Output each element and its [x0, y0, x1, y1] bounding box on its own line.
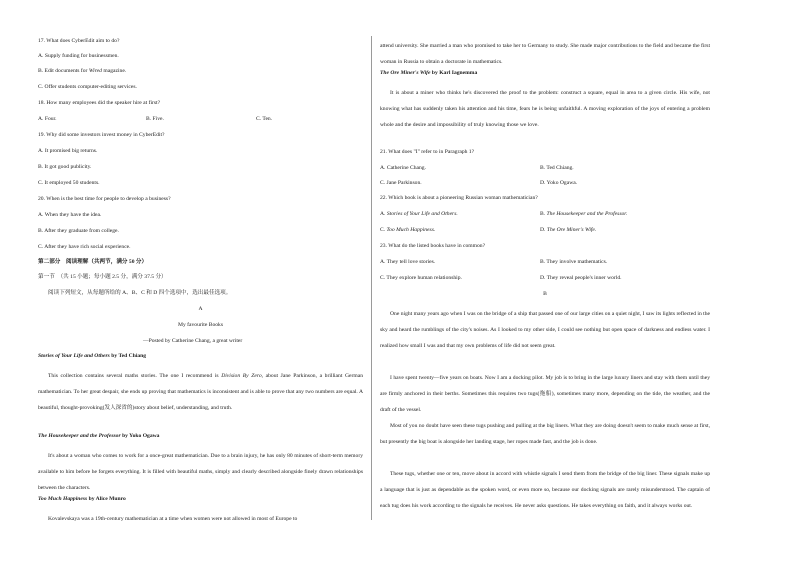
q18-option-a: A. Four.: [38, 116, 57, 122]
question-19: 19. Why did some investors invest money in CyberEdit?: [38, 132, 165, 138]
q21-option-a: A. Catherine Chang.: [380, 165, 426, 171]
question-21: 21. What does "I" refer to in Paragraph 1?: [380, 149, 475, 155]
q17-option-b: B. Edit documents for Wired magazine.: [38, 68, 127, 74]
q22-option-a: A. Stories of Your Life and Others.: [380, 211, 458, 217]
q23-option-a: A. They tell love stories.: [380, 259, 436, 265]
book4-description: It is about a miner who thinks he's discovered the proof to the problem: construct a square, equal in area to a given circle. His wife, not knowing what has suddenly taken his attention and his time, fears he is being unfaithful. A moving exploration of the joys of entering a problem whole and the desire and impossibility of truly knowing those we love.: [380, 90, 710, 128]
q20-option-a: A. When they have the idea.: [38, 212, 102, 218]
q20-option-c: C. After they have rich social experience.: [38, 244, 131, 250]
q17-option-a: A. Supply funding for businessmen.: [38, 53, 119, 59]
book1-heading: Stories of Your Life and Others by Ted Chiang: [38, 353, 147, 359]
book1-description: This collection contains several maths stories. The one I recommend is Division By Zero, about Jane Parkinson, a brilliant German mathematician. To her great despair, she ends up proving that mathematics is inconsistent and is able to prove that any two numbers are equal. A beautiful, thought-provoking(发人深省的)story about belief, understanding, and truth.: [38, 373, 364, 411]
q23-option-b: B. They involve mathematics.: [540, 259, 608, 265]
passage-a-title: My favourite Books: [177, 322, 224, 328]
passage-b-paragraph-3: Most of you no doubt have seen these tugs pushing and pulling at the big liners. What they are doing doesn't seem to make much sense at first, but presently the big boat is alongside her landing stage, her ropes made fast, and the job is done.: [380, 423, 710, 445]
q23-option-c: C. They explore human relationship.: [380, 275, 462, 281]
q18-option-b: B. Five.: [146, 116, 164, 122]
reading-instructions: 阅读下列短文，从每题所给的 A、B、C 和 D 四个选项中，选出最佳选项。: [48, 290, 232, 296]
q22-option-d: D. The Ore Miner's Wife.: [540, 227, 597, 233]
book2-description: It's about a woman who comes to work for a once-great mathematician. Due to a brain injury, he has only 80 minutes of short-term memory available to him before he forgets everything. It is filled with beautiful maths, simply and clearly described alongside finely drawn relationships between the characters.: [38, 453, 363, 491]
question-23: 23. What do the listed books have in common?: [380, 243, 486, 249]
passage-b-paragraph-4: These tugs, whether one or ten, move about in accord with whistle signals I send them from the bridge of the big liner. These signals make up a language that is just as dependable as the spoken word, or even more so, because our docking signals are rarely misunderstood. The captain of each tug does his work according to the signals he receives. He never asks questions. He takes everything on faith, and it always works out.: [380, 471, 710, 509]
q21-option-d: D. Yoko Ogawa.: [540, 180, 578, 186]
book2-heading: The Housekeeper and the Professor by Yoko Ogawa: [38, 433, 160, 439]
q19-option-a: A. It promised big returns.: [38, 148, 98, 154]
question-22: 22. Which book is about a pioneering Russian woman mathematician?: [380, 195, 538, 201]
q23-option-d: D. They reveal people's inner world.: [540, 275, 622, 281]
q22-option-b: B. The Housekeeper and the Professor.: [540, 211, 628, 217]
passage-a-byline: —Posted by Catherine Chang, a great writer: [143, 338, 243, 344]
question-18: 18. How many employees did the speaker hire at first?: [38, 100, 161, 106]
part-two-heading: 第二部分 阅读理解（共两节，满分 50 分）: [38, 259, 148, 265]
book4-heading: The Ore Miner's Wife by Karl Iagnemma: [380, 70, 478, 76]
q17-option-c: C. Offer students computer-editing services.: [38, 84, 137, 90]
q18-option-c: C. Ten.: [256, 116, 273, 122]
book3-description: Kovalevskaya was a 19th-century mathematician at a time when women were not allowed in most of Europe to: [48, 516, 298, 522]
q19-option-b: B. It got good publicity.: [38, 164, 92, 170]
passage-b-paragraph-2: I have spent twenty—five years on boats. Now I am a docking pilot. My job is to bring in the large luxury liners and stay with them until they are firmly anchored in their berths. Sometimes this requires two tugs(拖船), sometimes many more, depending on the tide, the weather, and the draft of the vessel.: [380, 375, 710, 413]
q22-option-c: C. Too Much Happiness.: [380, 227, 436, 233]
passage-b-label: B: [543, 291, 547, 297]
book3-heading: Too Much Happiness by Alice Munro: [38, 496, 126, 502]
q20-option-b: B. After they graduate from college.: [38, 228, 119, 234]
book3-description-continued: attend university. She married a man who promised to take her to Germany to study. She made major contributions to the field and became the first woman in Russia to obtain a doctorate in mathematics.: [380, 43, 710, 65]
passage-a-label: A: [198, 306, 203, 312]
q21-option-c: C. Jane Parkinson.: [380, 180, 422, 186]
section-one-heading: 第一节 （共 15 小题；每小题 2.5 分，满分 37.5 分）: [38, 274, 167, 280]
question-17: 17. What does CyberEdit aim to do?: [38, 38, 120, 44]
question-20: 20. When is the best time for people to develop a business?: [38, 196, 171, 202]
passage-b-paragraph-1: One night many years ago when I was on the bridge of a ship that passed one of our large cities on a quiet night, I saw its lights reflected in the sky and heard the rumblings of the city's noises. As I looked to my other side, I could see nothing but open space of darkness and endless water. I realized how small I was and that my own problems of life did not seem great.: [380, 311, 710, 349]
q21-option-b: B. Ted Chiang.: [540, 165, 574, 171]
q19-option-c: C. It employed 50 students.: [38, 180, 100, 186]
column-divider: [371, 36, 372, 520]
